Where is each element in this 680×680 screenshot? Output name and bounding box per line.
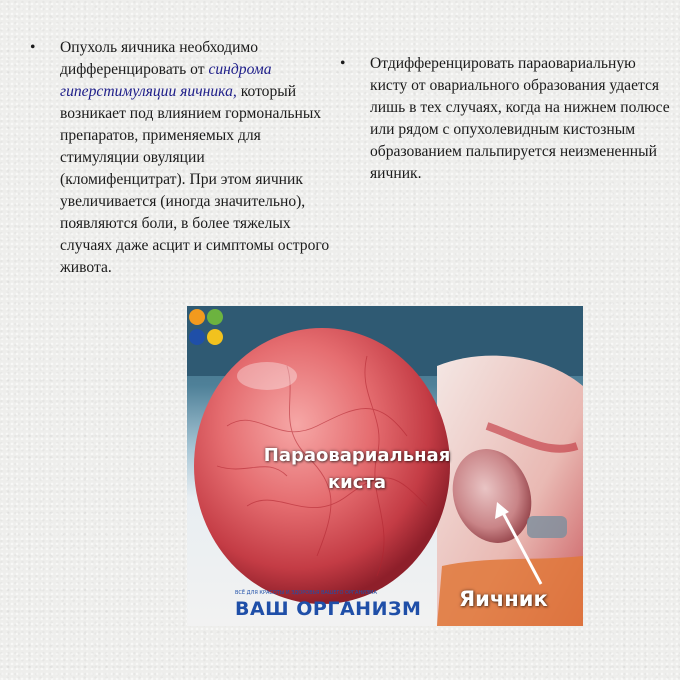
surgical-photo <box>187 306 583 626</box>
bullet-marker: • <box>340 55 346 72</box>
caption-ovary: Яичник <box>459 587 548 611</box>
left-bullet-text <box>60 37 334 279</box>
left-text-emphasis: синдрома гиперстимуляции яичника, <box>60 61 272 100</box>
cyst-highlight <box>237 362 297 390</box>
logo-text: ВАШ ОРГАНИЗМ <box>235 598 422 620</box>
clamp-instrument <box>527 516 567 538</box>
logo-mark <box>187 306 227 350</box>
caption-cyst <box>227 442 487 496</box>
left-text-before: Опухоль яичника необходимо дифференцировать от <box>60 39 259 78</box>
caption-cyst-line1: Параовариальная <box>263 445 451 466</box>
caption-cyst-line2: киста <box>327 472 387 493</box>
left-text-after: который возникает под влиянием гормональных препаратов, применяемых для стимуляции овуляции (кломифенцитрат). При этом яичник увеличивается (иногда значительно), появляются боли, в более тяжелых случаях даже асцит и симптомы острого живота. <box>60 83 330 276</box>
right-bullet-text: Отдифференцировать параовариальную кисту от овариального образования удается лишь в тех случаях, когда на нижнем полюсе или рядом с опухолевидным кистозным образованием пальпируется неизмененный яичник. <box>370 55 670 182</box>
logo-tagline: ВСЁ ДЛЯ КРАСОТЫ И ЗДОРОВЬЯ ВАШЕГО ОРГАНИЗМА <box>235 590 377 596</box>
bullet-marker: • <box>30 39 36 56</box>
